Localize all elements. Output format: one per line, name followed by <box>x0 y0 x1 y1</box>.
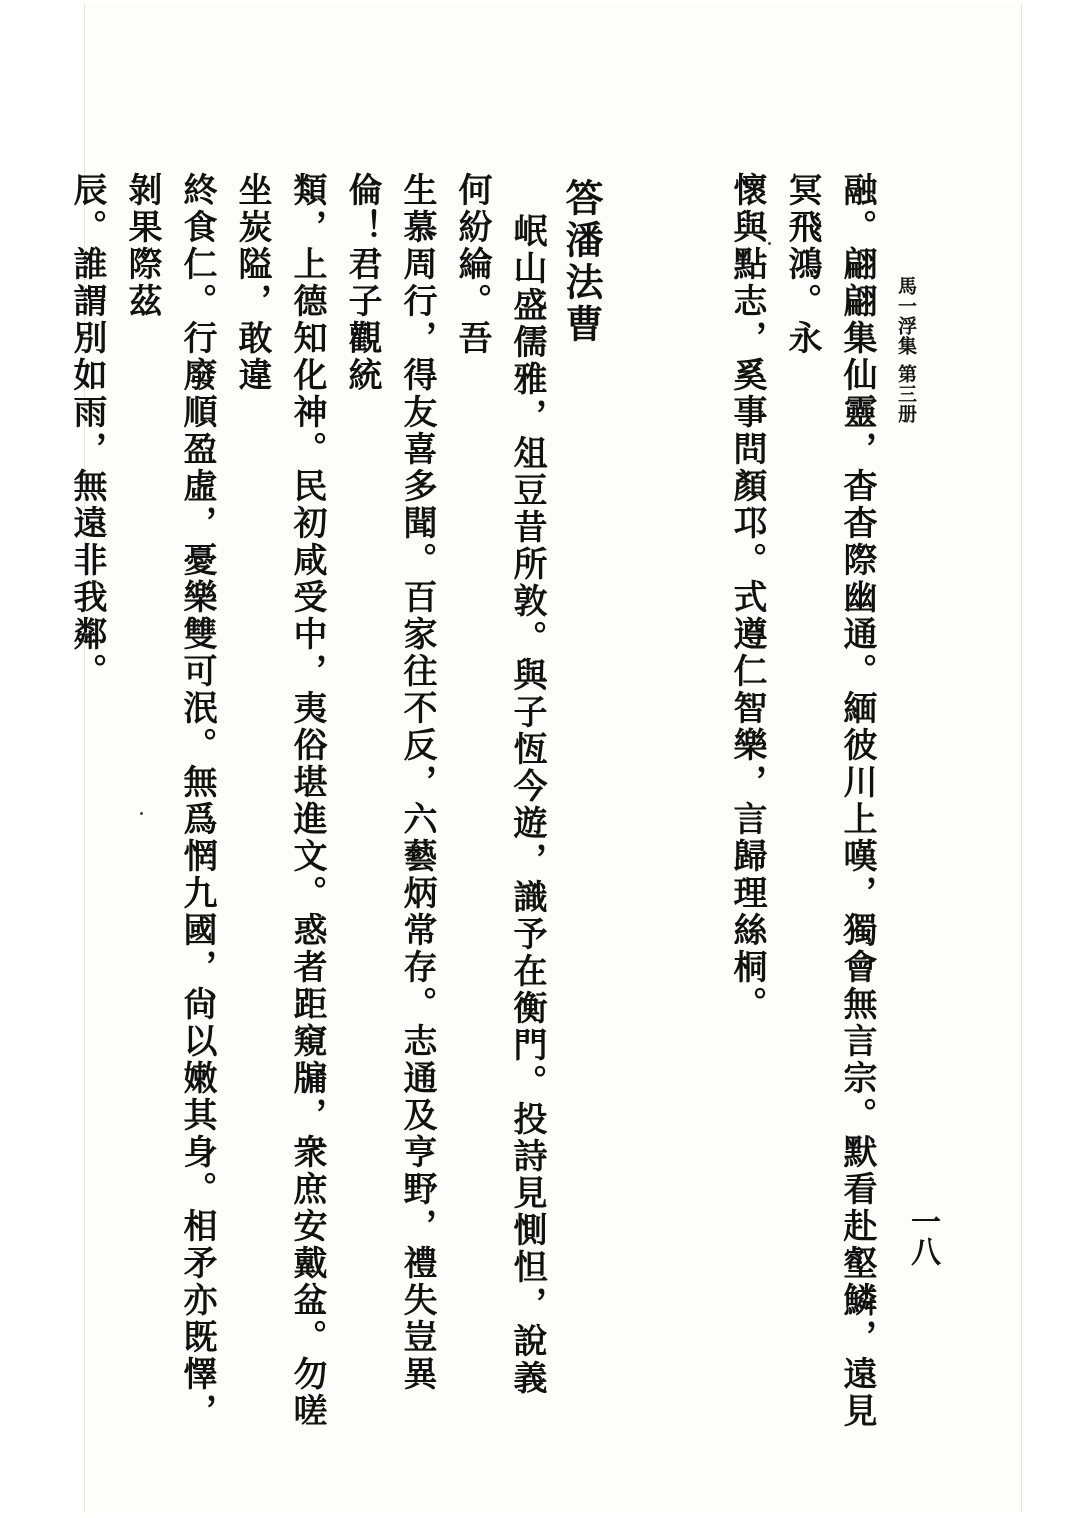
poem-line: 辰。誰謂別如雨，無遠非我鄰。 <box>67 172 107 690</box>
scan-speck <box>768 242 771 245</box>
prev-poem-line: 懷與點志，奚事問顏邛。式遵仁智樂，言歸理絲桐。 <box>727 172 767 1023</box>
page-number: 一八 <box>905 1206 940 1266</box>
scan-speck <box>140 812 143 815</box>
poem-line: 岷山盛儒雅，俎豆昔所敦。與子恆今遊，識予在衡門。投詩見惻怛，說義何紛綸。吾 <box>452 172 547 1397</box>
poem-line: 生慕周行，得友喜多聞。百家往不反，六藝炳常存。志通及亨野，禮失豈異倫！君子觀統 <box>342 172 437 1393</box>
running-title: 馬一浮集 第三册 <box>895 276 917 424</box>
poem-title: 答潘法曹 <box>559 178 604 346</box>
page-text <box>67 172 884 1432</box>
poem-line: 類，上德知化神。民初咸受中，夷俗堪進文。惑者距窺牖，衆庶安戴盆。勿嗟坐炭隘，敢違 <box>232 172 327 1430</box>
poem-line: 終食仁。行廢順盈虛，憂樂雙可泯。無爲惘九國，尙以嫩其身。相矛亦既懌，剝果際茲 <box>122 172 217 1430</box>
prev-poem-line: 融。翩翩集仙靈，杳杳際幽通。緬彼川上嘆，獨會無言宗。默看赴壑鱗，遠見冥飛鴻。永 <box>782 172 877 1430</box>
